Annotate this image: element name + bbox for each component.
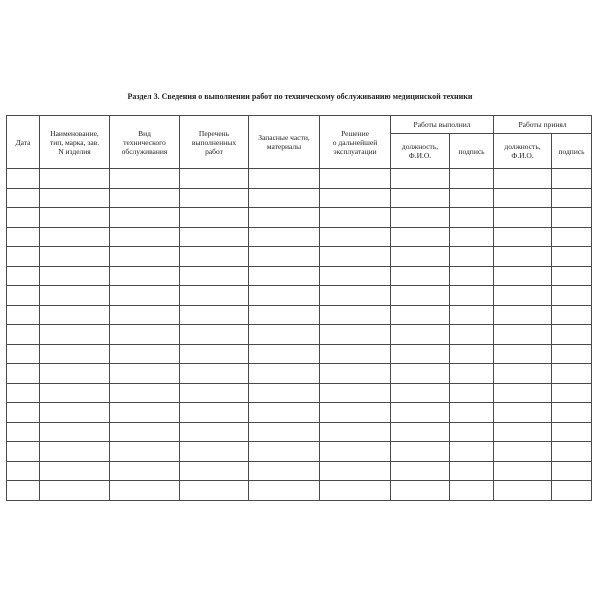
cell-acceptor-signature[interactable] bbox=[552, 403, 592, 423]
cell-item[interactable] bbox=[40, 208, 110, 228]
cell-works-list[interactable] bbox=[180, 227, 249, 247]
table-row bbox=[7, 286, 592, 306]
cell-decision[interactable] bbox=[320, 481, 391, 501]
cell-performer-signature[interactable] bbox=[450, 481, 494, 501]
cell-spare-parts[interactable] bbox=[249, 422, 320, 442]
cell-date[interactable] bbox=[7, 286, 40, 306]
cell-decision[interactable] bbox=[320, 208, 391, 228]
cell-item[interactable] bbox=[40, 227, 110, 247]
cell-acceptor-position[interactable] bbox=[494, 481, 552, 501]
table-row bbox=[7, 383, 592, 403]
cell-decision[interactable] bbox=[320, 442, 391, 462]
table-row bbox=[7, 344, 592, 364]
cell-item[interactable] bbox=[40, 422, 110, 442]
cell-works-list[interactable] bbox=[180, 344, 249, 364]
cell-works-list[interactable] bbox=[180, 266, 249, 286]
column-header-date: Дата bbox=[7, 116, 40, 169]
maintenance-log-table bbox=[6, 115, 592, 501]
cell-works-list[interactable] bbox=[180, 461, 249, 481]
table-row bbox=[7, 364, 592, 384]
column-header-service-type: Вид технического обслуживания bbox=[110, 116, 180, 169]
cell-spare-parts[interactable] bbox=[249, 247, 320, 267]
cell-spare-parts[interactable] bbox=[249, 208, 320, 228]
cell-item[interactable] bbox=[40, 383, 110, 403]
cell-performer-position[interactable] bbox=[391, 208, 450, 228]
cell-spare-parts[interactable] bbox=[249, 169, 320, 189]
cell-decision[interactable] bbox=[320, 364, 391, 384]
cell-performer-position[interactable] bbox=[391, 383, 450, 403]
cell-service-type[interactable] bbox=[110, 169, 180, 189]
cell-item[interactable] bbox=[40, 325, 110, 345]
cell-performer-signature[interactable] bbox=[450, 266, 494, 286]
cell-works-list[interactable] bbox=[180, 188, 249, 208]
cell-service-type[interactable] bbox=[110, 208, 180, 228]
cell-decision[interactable] bbox=[320, 461, 391, 481]
cell-acceptor-position[interactable] bbox=[494, 344, 552, 364]
cell-service-type[interactable] bbox=[110, 422, 180, 442]
cell-acceptor-position[interactable] bbox=[494, 188, 552, 208]
cell-acceptor-position[interactable] bbox=[494, 442, 552, 462]
table-row bbox=[7, 247, 592, 267]
cell-performer-position[interactable] bbox=[391, 364, 450, 384]
cell-performer-position[interactable] bbox=[391, 442, 450, 462]
cell-decision[interactable] bbox=[320, 305, 391, 325]
cell-acceptor-position[interactable] bbox=[494, 461, 552, 481]
cell-performer-position[interactable] bbox=[391, 247, 450, 267]
cell-performer-position[interactable] bbox=[391, 286, 450, 306]
cell-acceptor-signature[interactable] bbox=[552, 188, 592, 208]
cell-item[interactable] bbox=[40, 403, 110, 423]
cell-acceptor-signature[interactable] bbox=[552, 344, 592, 364]
cell-acceptor-signature[interactable] bbox=[552, 305, 592, 325]
cell-spare-parts[interactable] bbox=[249, 383, 320, 403]
cell-service-type[interactable] bbox=[110, 364, 180, 384]
column-header-accepted-by: Работы принял bbox=[494, 116, 592, 134]
cell-spare-parts[interactable] bbox=[249, 227, 320, 247]
cell-decision[interactable] bbox=[320, 383, 391, 403]
cell-decision[interactable] bbox=[320, 247, 391, 267]
cell-item[interactable] bbox=[40, 247, 110, 267]
cell-decision[interactable] bbox=[320, 169, 391, 189]
cell-item[interactable] bbox=[40, 442, 110, 462]
cell-decision[interactable] bbox=[320, 188, 391, 208]
cell-performer-signature[interactable] bbox=[450, 364, 494, 384]
cell-spare-parts[interactable] bbox=[249, 325, 320, 345]
cell-works-list[interactable] bbox=[180, 383, 249, 403]
cell-item[interactable] bbox=[40, 364, 110, 384]
cell-service-type[interactable] bbox=[110, 383, 180, 403]
cell-acceptor-signature[interactable] bbox=[552, 208, 592, 228]
cell-performer-signature[interactable] bbox=[450, 461, 494, 481]
cell-acceptor-signature[interactable] bbox=[552, 227, 592, 247]
column-header-performer-signature: подпись bbox=[450, 134, 494, 169]
table-row bbox=[7, 481, 592, 501]
cell-acceptor-signature[interactable] bbox=[552, 383, 592, 403]
cell-spare-parts[interactable] bbox=[249, 266, 320, 286]
cell-item[interactable] bbox=[40, 305, 110, 325]
cell-spare-parts[interactable] bbox=[249, 305, 320, 325]
cell-acceptor-position[interactable] bbox=[494, 227, 552, 247]
cell-service-type[interactable] bbox=[110, 461, 180, 481]
cell-service-type[interactable] bbox=[110, 188, 180, 208]
cell-acceptor-position[interactable] bbox=[494, 247, 552, 267]
cell-performer-signature[interactable] bbox=[450, 422, 494, 442]
cell-acceptor-position[interactable] bbox=[494, 403, 552, 423]
cell-works-list[interactable] bbox=[180, 305, 249, 325]
cell-spare-parts[interactable] bbox=[249, 403, 320, 423]
cell-performer-position[interactable] bbox=[391, 188, 450, 208]
cell-acceptor-position[interactable] bbox=[494, 383, 552, 403]
cell-performer-signature[interactable] bbox=[450, 325, 494, 345]
cell-performer-position[interactable] bbox=[391, 227, 450, 247]
cell-performer-signature[interactable] bbox=[450, 286, 494, 306]
cell-acceptor-signature[interactable] bbox=[552, 247, 592, 267]
cell-service-type[interactable] bbox=[110, 325, 180, 345]
cell-performer-position[interactable] bbox=[391, 481, 450, 501]
cell-decision[interactable] bbox=[320, 266, 391, 286]
column-header-acceptor-position: должность, Ф.И.О. bbox=[494, 134, 552, 169]
cell-item[interactable] bbox=[40, 266, 110, 286]
cell-date[interactable] bbox=[7, 403, 40, 423]
cell-performer-signature[interactable] bbox=[450, 188, 494, 208]
table-row bbox=[7, 442, 592, 462]
cell-performer-position[interactable] bbox=[391, 169, 450, 189]
column-header-decision: Решение о дальнейшей эксплуатации bbox=[320, 116, 391, 169]
cell-decision[interactable] bbox=[320, 422, 391, 442]
cell-service-type[interactable] bbox=[110, 442, 180, 462]
cell-performer-signature[interactable] bbox=[450, 442, 494, 462]
cell-acceptor-signature[interactable] bbox=[552, 422, 592, 442]
table-row bbox=[7, 305, 592, 325]
column-header-acceptor-signature: подпись bbox=[552, 134, 592, 169]
cell-date[interactable] bbox=[7, 266, 40, 286]
cell-decision[interactable] bbox=[320, 325, 391, 345]
cell-performer-signature[interactable] bbox=[450, 403, 494, 423]
cell-date[interactable] bbox=[7, 208, 40, 228]
cell-performer-signature[interactable] bbox=[450, 383, 494, 403]
cell-acceptor-signature[interactable] bbox=[552, 266, 592, 286]
table-row bbox=[7, 266, 592, 286]
cell-spare-parts[interactable] bbox=[249, 481, 320, 501]
cell-performer-position[interactable] bbox=[391, 266, 450, 286]
cell-service-type[interactable] bbox=[110, 227, 180, 247]
cell-acceptor-signature[interactable] bbox=[552, 442, 592, 462]
cell-service-type[interactable] bbox=[110, 247, 180, 267]
cell-performer-signature[interactable] bbox=[450, 305, 494, 325]
cell-decision[interactable] bbox=[320, 227, 391, 247]
cell-performer-position[interactable] bbox=[391, 422, 450, 442]
cell-performer-signature[interactable] bbox=[450, 247, 494, 267]
table-row bbox=[7, 188, 592, 208]
cell-acceptor-position[interactable] bbox=[494, 305, 552, 325]
cell-date[interactable] bbox=[7, 383, 40, 403]
table-row bbox=[7, 169, 592, 189]
cell-acceptor-position[interactable] bbox=[494, 266, 552, 286]
page-title: Раздел 3. Сведения о выполнении работ по техническому обслуживанию медицинской техники bbox=[127, 92, 473, 101]
cell-date[interactable] bbox=[7, 481, 40, 501]
cell-date[interactable] bbox=[7, 325, 40, 345]
cell-item[interactable] bbox=[40, 188, 110, 208]
cell-service-type[interactable] bbox=[110, 305, 180, 325]
cell-performer-position[interactable] bbox=[391, 461, 450, 481]
cell-acceptor-signature[interactable] bbox=[552, 481, 592, 501]
cell-acceptor-position[interactable] bbox=[494, 422, 552, 442]
column-header-works-list: Перечень выполненных работ bbox=[180, 116, 249, 169]
cell-decision[interactable] bbox=[320, 344, 391, 364]
cell-works-list[interactable] bbox=[180, 442, 249, 462]
cell-performer-position[interactable] bbox=[391, 403, 450, 423]
cell-performer-signature[interactable] bbox=[450, 208, 494, 228]
cell-performer-signature[interactable] bbox=[450, 344, 494, 364]
cell-acceptor-position[interactable] bbox=[494, 364, 552, 384]
cell-performer-position[interactable] bbox=[391, 325, 450, 345]
cell-acceptor-signature[interactable] bbox=[552, 169, 592, 189]
cell-spare-parts[interactable] bbox=[249, 344, 320, 364]
cell-works-list[interactable] bbox=[180, 325, 249, 345]
header-row-top bbox=[7, 116, 592, 134]
column-header-performed-by: Работы выполнил bbox=[391, 116, 494, 134]
table-row bbox=[7, 208, 592, 228]
cell-works-list[interactable] bbox=[180, 247, 249, 267]
cell-date[interactable] bbox=[7, 422, 40, 442]
cell-works-list[interactable] bbox=[180, 169, 249, 189]
cell-date[interactable] bbox=[7, 364, 40, 384]
cell-works-list[interactable] bbox=[180, 422, 249, 442]
cell-acceptor-signature[interactable] bbox=[552, 286, 592, 306]
cell-works-list[interactable] bbox=[180, 208, 249, 228]
cell-acceptor-signature[interactable] bbox=[552, 325, 592, 345]
table-row bbox=[7, 227, 592, 247]
cell-service-type[interactable] bbox=[110, 481, 180, 501]
cell-spare-parts[interactable] bbox=[249, 461, 320, 481]
cell-performer-signature[interactable] bbox=[450, 227, 494, 247]
cell-performer-signature[interactable] bbox=[450, 169, 494, 189]
cell-acceptor-position[interactable] bbox=[494, 325, 552, 345]
cell-performer-position[interactable] bbox=[391, 305, 450, 325]
cell-item[interactable] bbox=[40, 169, 110, 189]
table-row bbox=[7, 422, 592, 442]
cell-service-type[interactable] bbox=[110, 266, 180, 286]
column-header-item: Наименование, тип, марка, зав. N изделия bbox=[40, 116, 110, 169]
cell-acceptor-position[interactable] bbox=[494, 286, 552, 306]
cell-spare-parts[interactable] bbox=[249, 188, 320, 208]
cell-item[interactable] bbox=[40, 286, 110, 306]
cell-spare-parts[interactable] bbox=[249, 364, 320, 384]
cell-item[interactable] bbox=[40, 481, 110, 501]
cell-item[interactable] bbox=[40, 344, 110, 364]
cell-acceptor-position[interactable] bbox=[494, 208, 552, 228]
cell-spare-parts[interactable] bbox=[249, 442, 320, 462]
cell-date[interactable] bbox=[7, 227, 40, 247]
cell-acceptor-signature[interactable] bbox=[552, 364, 592, 384]
column-header-performer-position: должность, Ф.И.О. bbox=[391, 134, 450, 169]
cell-acceptor-position[interactable] bbox=[494, 169, 552, 189]
cell-date[interactable] bbox=[7, 461, 40, 481]
cell-date[interactable] bbox=[7, 442, 40, 462]
cell-service-type[interactable] bbox=[110, 344, 180, 364]
table-row bbox=[7, 325, 592, 345]
table-row bbox=[7, 403, 592, 423]
cell-date[interactable] bbox=[7, 344, 40, 364]
cell-acceptor-signature[interactable] bbox=[552, 461, 592, 481]
cell-works-list[interactable] bbox=[180, 403, 249, 423]
column-header-spare-parts: Запасные части, материалы bbox=[249, 116, 320, 169]
cell-date[interactable] bbox=[7, 188, 40, 208]
cell-date[interactable] bbox=[7, 305, 40, 325]
cell-works-list[interactable] bbox=[180, 481, 249, 501]
cell-performer-position[interactable] bbox=[391, 344, 450, 364]
cell-decision[interactable] bbox=[320, 403, 391, 423]
table-body bbox=[7, 169, 592, 501]
cell-works-list[interactable] bbox=[180, 286, 249, 306]
cell-spare-parts[interactable] bbox=[249, 286, 320, 306]
cell-date[interactable] bbox=[7, 247, 40, 267]
cell-service-type[interactable] bbox=[110, 403, 180, 423]
cell-service-type[interactable] bbox=[110, 286, 180, 306]
cell-item[interactable] bbox=[40, 461, 110, 481]
cell-works-list[interactable] bbox=[180, 364, 249, 384]
cell-date[interactable] bbox=[7, 169, 40, 189]
table-row bbox=[7, 461, 592, 481]
cell-decision[interactable] bbox=[320, 286, 391, 306]
